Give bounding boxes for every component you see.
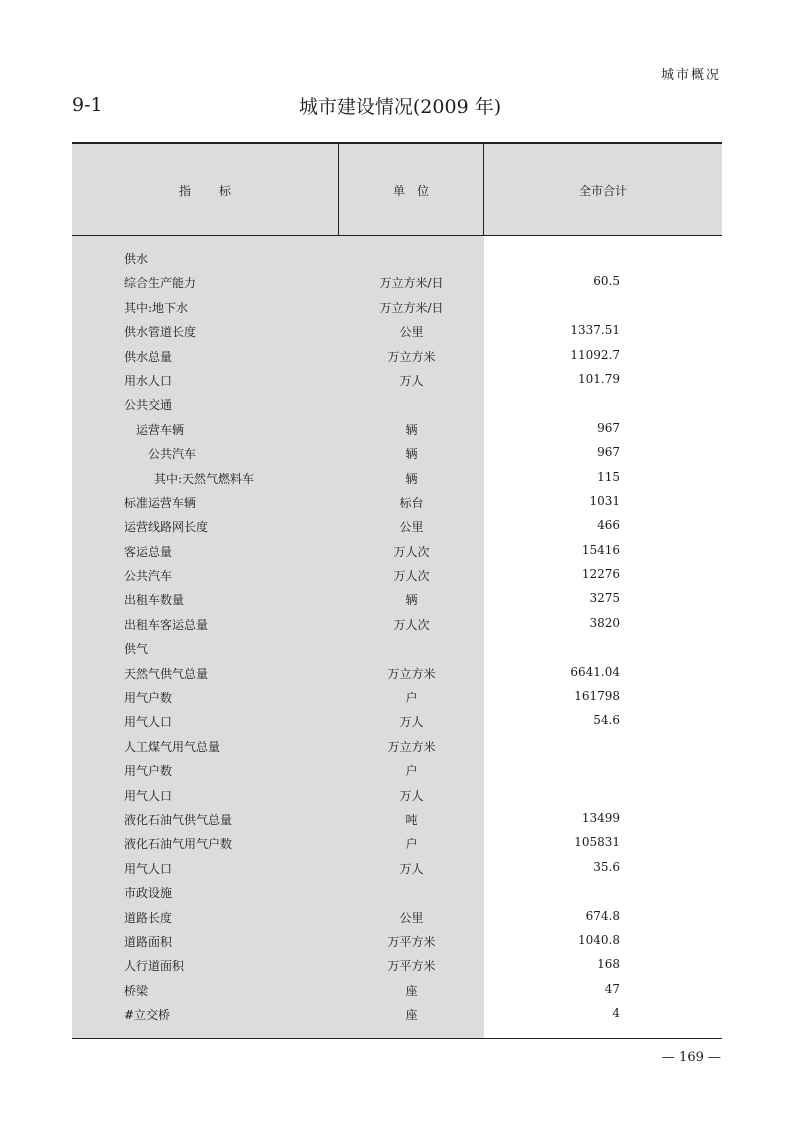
- table-row: [72, 563, 722, 587]
- row-value: 6641.04: [570, 664, 620, 679]
- row-unit: 万立方米: [387, 349, 436, 364]
- table-row: [72, 319, 722, 343]
- table-row: [72, 295, 722, 319]
- row-unit: 公里: [399, 910, 424, 925]
- table-row: [72, 831, 722, 855]
- row-unit: 座: [405, 1008, 418, 1023]
- row-unit: 辆: [405, 471, 418, 486]
- row-value: 967: [597, 420, 620, 435]
- row-indicator: 用气人口: [124, 715, 173, 730]
- table-row: [72, 905, 722, 929]
- table-row: [72, 539, 722, 563]
- table-row: [72, 783, 722, 807]
- row-indicator: 供气: [124, 642, 149, 657]
- table-header: [72, 142, 722, 236]
- row-unit: 万人次: [393, 569, 430, 584]
- row-unit: 万人次: [393, 617, 430, 632]
- row-unit: 吨: [405, 812, 418, 827]
- row-indicator: 人行道面积: [124, 959, 185, 974]
- table-row: [72, 661, 722, 685]
- row-unit: 辆: [405, 447, 418, 462]
- row-indicator: #立交桥: [124, 1008, 171, 1023]
- row-indicator: 用气人口: [124, 861, 173, 876]
- row-value: 11092.7: [570, 347, 620, 362]
- row-indicator: 运营车辆: [136, 422, 185, 437]
- table-row: [72, 514, 722, 538]
- row-unit: 万立方米: [387, 666, 436, 681]
- table-row: [72, 685, 722, 709]
- row-unit: 万人: [399, 715, 424, 730]
- row-unit: 万人: [399, 788, 424, 803]
- table-row: [72, 587, 722, 611]
- row-value: 3820: [589, 615, 620, 630]
- table-row: [72, 344, 722, 368]
- row-value: 168: [597, 957, 620, 972]
- row-unit: 万人: [399, 861, 424, 876]
- row-value: 12276: [581, 567, 620, 582]
- page-number: — 169 —: [661, 1050, 721, 1065]
- table-row: [72, 441, 722, 465]
- data-table: [72, 142, 722, 1039]
- table-number: 9-1: [72, 94, 103, 116]
- row-indicator: 运营线路网长度: [124, 520, 209, 535]
- table-row: [72, 490, 722, 514]
- table-body: [72, 246, 722, 1027]
- row-unit: 万人次: [393, 544, 430, 559]
- row-indicator: 供水总量: [124, 349, 173, 364]
- row-value: 60.5: [593, 274, 620, 289]
- row-unit: 户: [405, 764, 418, 779]
- row-indicator: 客运总量: [124, 544, 173, 559]
- row-indicator: 用气户数: [124, 764, 173, 779]
- row-value: 3275: [589, 591, 620, 606]
- row-indicator: 桥梁: [124, 983, 149, 998]
- table-row: [72, 953, 722, 977]
- row-indicator: 其中:地下水: [124, 300, 189, 315]
- row-indicator: 液化石油气供气总量: [124, 812, 233, 827]
- row-value: 4: [612, 1006, 620, 1021]
- row-unit: 万平方米: [387, 934, 436, 949]
- row-unit: 万立方米/日: [379, 276, 444, 291]
- row-indicator: 市政设施: [124, 886, 173, 901]
- table-row: [72, 807, 722, 831]
- row-value: 101.79: [578, 371, 620, 386]
- table-row: [72, 709, 722, 733]
- row-indicator: 公共汽车: [148, 447, 197, 462]
- row-indicator: 人工煤气用气总量: [124, 739, 221, 754]
- table-row: [72, 270, 722, 294]
- row-indicator: 其中:天然气燃料车: [154, 471, 255, 486]
- row-indicator: 供水: [124, 252, 149, 266]
- table-row: [72, 392, 722, 416]
- header-unit: 单位: [339, 144, 484, 236]
- row-indicator: 标准运营车辆: [124, 495, 197, 510]
- row-indicator: 公共交通: [124, 398, 173, 413]
- row-unit: 户: [405, 837, 418, 852]
- row-unit: 标台: [399, 495, 424, 510]
- table-row: [72, 758, 722, 782]
- row-indicator: 用气人口: [124, 788, 173, 803]
- row-unit: 公里: [399, 520, 424, 535]
- table-row: [72, 246, 722, 270]
- header-indicator: 指标: [72, 144, 339, 236]
- row-value: 1031: [589, 493, 620, 508]
- table-row: [72, 466, 722, 490]
- row-unit: 座: [405, 983, 418, 998]
- row-indicator: 天然气供气总量: [124, 666, 209, 681]
- row-indicator: 供水管道长度: [124, 325, 197, 340]
- row-indicator: 公共汽车: [124, 569, 173, 584]
- header-total: 全市合计: [578, 183, 627, 198]
- row-value: 967: [597, 445, 620, 460]
- row-indicator: 液化石油气用气户数: [124, 837, 233, 852]
- row-indicator: 道路长度: [124, 910, 173, 925]
- row-value: 115: [597, 469, 620, 484]
- table-row: [72, 978, 722, 1002]
- table-row: [72, 880, 722, 904]
- table-row: [72, 636, 722, 660]
- section-tag: 城市概况: [660, 68, 721, 83]
- table-row: [72, 856, 722, 880]
- table-row: [72, 417, 722, 441]
- row-unit: 万立方米/日: [379, 300, 444, 315]
- row-unit: 万平方米: [387, 959, 436, 974]
- row-value: 13499: [581, 810, 620, 825]
- page-title: 城市建设情况(2009 年): [298, 96, 502, 118]
- table-row: [72, 612, 722, 636]
- row-indicator: 综合生产能力: [124, 276, 197, 291]
- row-value: 466: [597, 518, 620, 533]
- row-unit: 户: [405, 691, 418, 706]
- table-bottom-rule: [72, 1038, 722, 1039]
- row-value: 161798: [574, 689, 620, 704]
- table-row: [72, 1002, 722, 1026]
- row-value: 1337.51: [570, 323, 620, 338]
- row-unit: 公里: [399, 325, 424, 340]
- table-row: [72, 368, 722, 392]
- table-row: [72, 734, 722, 758]
- row-indicator: 用气户数: [124, 691, 173, 706]
- row-unit: 辆: [405, 422, 418, 437]
- row-value: 15416: [581, 542, 620, 557]
- row-indicator: 出租车客运总量: [124, 617, 209, 632]
- row-value: 54.6: [593, 713, 620, 728]
- row-value: 674.8: [585, 908, 620, 923]
- row-value: 47: [604, 981, 620, 996]
- row-indicator: 出租车数量: [124, 593, 185, 608]
- row-unit: 辆: [405, 593, 418, 608]
- row-unit: 万人: [399, 373, 424, 388]
- row-indicator: 用水人口: [124, 373, 173, 388]
- row-value: 1040.8: [578, 932, 620, 947]
- row-value: 35.6: [593, 859, 620, 874]
- table-row: [72, 929, 722, 953]
- row-indicator: 道路面积: [124, 934, 173, 949]
- row-value: 105831: [574, 835, 620, 850]
- row-unit: 万立方米: [387, 739, 436, 754]
